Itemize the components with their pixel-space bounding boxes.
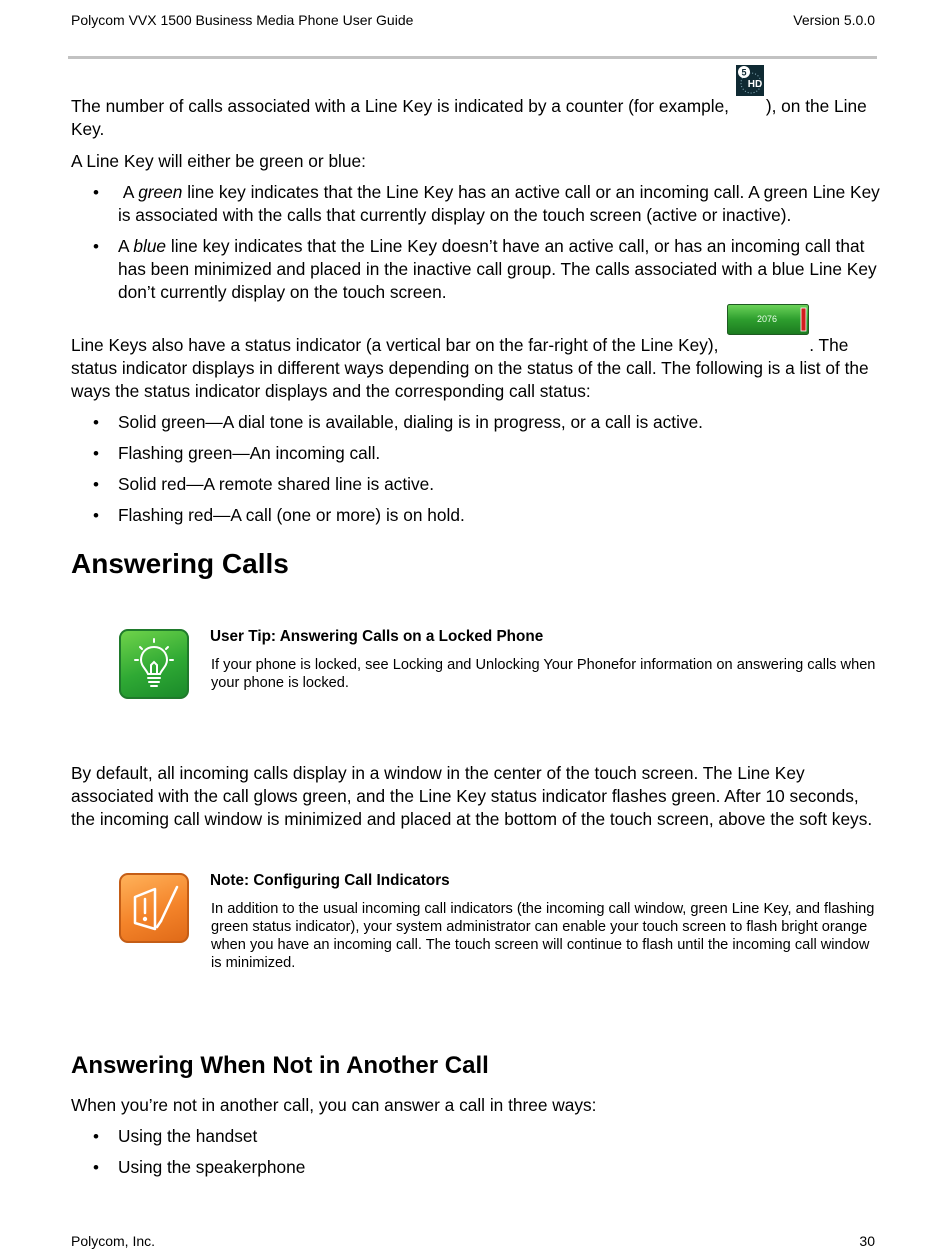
list-item: • Flashing green—An incoming call. — [71, 442, 881, 465]
list-item: • Using the speakerphone — [71, 1156, 881, 1179]
line-key-icon — [727, 304, 809, 335]
list-item: • Using the handset — [71, 1125, 881, 1148]
tip-body: If your phone is locked, see Locking and Unlocking Your Phonefor information on answering calls when your phone is locked. — [211, 657, 876, 691]
list-item: • Flashing red—A call (one or more) is on hold. — [71, 504, 881, 527]
not-in-call-intro: When you’re not in another call, you can answer a call in three ways: — [71, 1095, 597, 1115]
counter-icon-label: HD — [747, 79, 763, 90]
line-key-label: 2076 — [757, 314, 778, 324]
footer-company: Polycom, Inc. — [71, 1233, 156, 1249]
status-list — [71, 411, 881, 527]
call-counter-icon — [736, 65, 764, 96]
list-item: • Solid red—A remote shared line is active. — [71, 473, 881, 496]
note-title: Note: Configuring Call Indicators — [210, 872, 450, 889]
note-icon — [119, 873, 189, 943]
tip-title: User Tip: Answering Calls on a Locked Phone — [210, 628, 544, 645]
intro-section — [71, 67, 881, 304]
section-heading-answering-calls: Answering Calls — [71, 548, 289, 579]
note-body: In addition to the usual incoming call indicators (the incoming call window, green Line Key, and flashing green status indicator), your system administrator can enable your touch screen to flash bright orange when you have an incoming call. The touch screen will continue to flash until the incoming call window is minimized. — [211, 901, 875, 971]
status-section — [71, 314, 881, 527]
counter-paragraph — [71, 67, 881, 141]
green-word: green — [138, 182, 183, 202]
status-paragraph — [71, 314, 881, 403]
section-heading-not-in-call: Answering When Not in Another Call — [71, 1052, 489, 1079]
blue-word: blue — [133, 236, 167, 256]
header-divider — [68, 56, 877, 59]
header-title: Polycom VVX 1500 Business Media Phone User Guide — [71, 12, 414, 28]
default-behavior-paragraph: By default, all incoming calls display in a window in the center of the touch screen. The Line Key associated with the call glows green, and the Line Key status indicator flashes green. After 10 seconds, the incoming call window is minimized and placed at the bottom of the touch screen, above the soft keys. — [71, 763, 873, 829]
header-version: Version 5.0.0 — [793, 12, 875, 28]
page-number: 30 — [859, 1233, 875, 1249]
list-item: • A blue line key indicates that the Line Key doesn’t have an active call, or has an incoming call that has been minimized and placed in the inactive call group. The calls associated with a blue Line Key don’t currently display on the touch screen. — [71, 235, 881, 304]
counter-text-pre: The number of calls associated with a Line Key is indicated by a counter (for example, — [71, 96, 729, 116]
not-in-call-section — [71, 1094, 881, 1179]
linekey-color-list — [71, 181, 881, 304]
answer-methods-list — [71, 1125, 881, 1179]
counter-icon-number: 5 — [741, 67, 747, 78]
color-intro: A Line Key will either be green or blue: — [71, 151, 366, 171]
lightbulb-icon — [119, 629, 189, 699]
status-text-pre: Line Keys also have a status indicator (a vertical bar on the far-right of the Line Key), — [71, 335, 719, 355]
list-item: • Solid green—A dial tone is available, dialing is in progress, or a call is active. — [71, 411, 881, 434]
counter-text-post: ), on the Line Key. — [71, 96, 867, 139]
list-item: • A green line key indicates that the Line Key has an active call or an incoming call. A green Line Key is associated with the calls that currently display on the touch screen (active or inactive). — [71, 181, 881, 227]
status-text-post: . The status indicator displays in different ways depending on the status of the call. The following is a list of the ways the status indicator displays and the corresponding call status: — [71, 335, 869, 401]
